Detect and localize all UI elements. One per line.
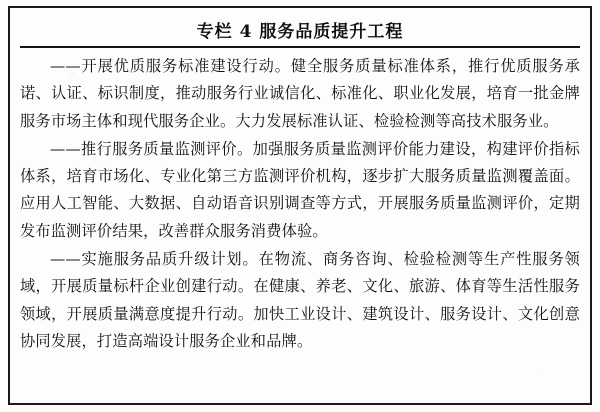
paragraph-1: ——开展优质服务标准建设行动。健全服务质量标准体系，推行优质服务承诺、认证、标识制度，推动服务行业诚信化、标准化、职业化发展，培育一批金牌服务市场主体和现代服务企业。大力发展标准认证、检验检测等高技术服务业。 (20, 57, 580, 130)
page-title: 专栏 4 服务品质提升工程 (196, 22, 404, 42)
paragraph-3: ——实施服务品质升级计划。在物流、商务咨询、检验检测等生产性服务领域，开展质量标杆企业创建行动。在健康、养老、文化、旅游、体育等生活性服务领域，开展质量满意度提升行动。加快工业设计、建筑设计、服务设计、文化创意协同发展，打造高端设计服务企业和品牌。 (20, 250, 580, 350)
paragraph-2: ——推行服务质量监测评价。加强服务质量监测评价能力建设，构建评价指标体系，培育市场化、专业化第三方监测评价机构，逐步扩大服务质量监测覆盖面。应用人工智能、大数据、自动语音识别调查等方式，开展服务质量监测评价，定期发布监测评价结果，改善群众服务消费体验。 (20, 139, 580, 240)
callout-box (8, 6, 592, 405)
body-text (20, 48, 580, 355)
